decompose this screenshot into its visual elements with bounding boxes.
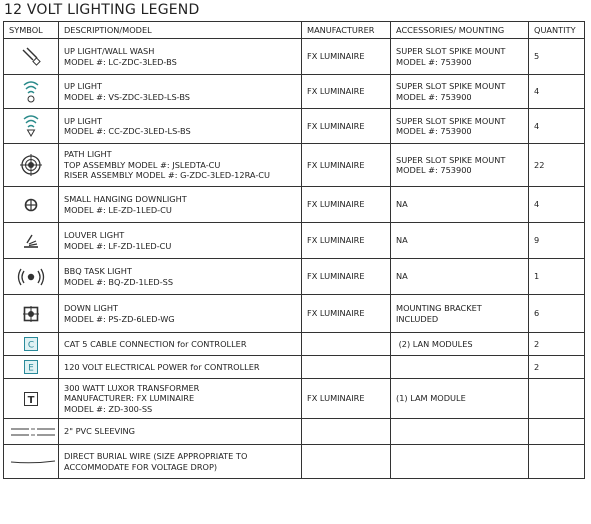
model-line: MODEL #: PS-ZD-6LED-WG [64, 313, 175, 324]
manufacturer-cell: FX LUMINAIRE [302, 109, 391, 144]
manufacturer-cell: FX LUMINAIRE [302, 187, 391, 223]
description-cell [59, 109, 302, 144]
symbol-cell [4, 187, 59, 223]
accessory-line: MODEL #: 753900 [396, 126, 472, 136]
down-light-icon [9, 305, 53, 323]
manufacturer-cell: FX LUMINAIRE [302, 259, 391, 295]
manufacturer-cell: FX LUMINAIRE [302, 295, 391, 333]
description-cell [59, 144, 302, 187]
table-row [4, 144, 585, 187]
table-row [4, 39, 585, 75]
description-cell [59, 39, 302, 75]
accessories-cell [391, 356, 529, 379]
pvc-sleeving-icon [9, 425, 53, 439]
quantity-cell: 22 [529, 144, 585, 187]
accessories-cell [391, 144, 529, 187]
quantity-cell [529, 419, 585, 445]
symbol-cell [4, 259, 59, 295]
accessories-cell [391, 445, 529, 479]
header-symbol: SYMBOL [4, 22, 59, 39]
svg-text:T: T [27, 394, 35, 406]
accessories-cell [391, 39, 529, 75]
symbol-cell [4, 223, 59, 259]
table-row [4, 379, 585, 419]
manufacturer-cell [302, 419, 391, 445]
description-line: ACCOMMODATE FOR VOLTAGE DROP) [64, 461, 218, 472]
uplight-circle-icon [9, 80, 53, 104]
quantity-cell: 2 [529, 333, 585, 356]
description-line: DIRECT BURIAL WIRE (SIZE APPROPRIATE TO [64, 451, 248, 461]
table-row [4, 333, 585, 356]
quantity-cell: 4 [529, 75, 585, 109]
manufacturer-cell: FX LUMINAIRE [302, 223, 391, 259]
accessories-cell: (1) LAM MODULE [391, 379, 529, 419]
description-line: LOUVER LIGHT [64, 230, 125, 240]
table-row [4, 223, 585, 259]
accessory-line: SUPER SLOT SPIKE MOUNT [396, 154, 506, 165]
table-row [4, 356, 585, 379]
manufacturer-cell: FX LUMINAIRE [302, 379, 391, 419]
symbol-cell [4, 75, 59, 109]
model-line: MODEL #: LE-ZD-1LED-CU [64, 204, 172, 215]
accessory-line: MODEL #: 753900 [396, 165, 472, 175]
accessories-cell [391, 295, 529, 333]
accessory-line: SUPER SLOT SPIKE MOUNT [396, 46, 506, 56]
louver-light-icon [9, 232, 53, 250]
symbol-cell [4, 295, 59, 333]
quantity-cell: 9 [529, 223, 585, 259]
symbol-cell [4, 333, 59, 356]
manufacturer-cell: FX LUMINAIRE [302, 75, 391, 109]
quantity-cell: 4 [529, 187, 585, 223]
description-line: 300 WATT LUXOR TRANSFORMER [64, 382, 200, 393]
table-row [4, 295, 585, 333]
description-line: SMALL HANGING DOWNLIGHT [64, 194, 187, 204]
accessories-cell: NA [391, 259, 529, 295]
symbol-cell [4, 379, 59, 419]
model-line: RISER ASSEMBLY MODEL #: G-ZDC-3LED-12RA-CU [64, 170, 271, 181]
cat5-connection-icon [9, 336, 53, 352]
header-manufacturer: MANUFACTURER [302, 22, 391, 39]
description-line: PATH LIGHT [64, 149, 112, 160]
model-line: TOP ASSEMBLY MODEL #: JSLEDTA-CU [64, 159, 221, 170]
description-cell [59, 187, 302, 223]
description-line: UP LIGHT/WALL WASH [64, 46, 155, 56]
model-line: MODEL #: VS-ZDC-3LED-LS-BS [64, 91, 191, 102]
svg-text:C: C [27, 340, 35, 351]
accessories-cell [391, 75, 529, 109]
accessory-line: SUPER SLOT SPIKE MOUNT [396, 115, 506, 126]
accessory-line: MOUNTING BRACKET [396, 303, 482, 313]
model-line: MODEL #: CC-ZDC-3LED-LS-BS [64, 126, 191, 136]
uplight-triangle-icon [9, 114, 53, 138]
symbol-cell [4, 356, 59, 379]
svg-text:E: E [28, 363, 34, 374]
quantity-cell: 2 [529, 356, 585, 379]
model-line: MODEL #: ZD-300-SS [64, 403, 153, 414]
symbol-cell [4, 109, 59, 144]
quantity-cell: 1 [529, 259, 585, 295]
table-row [4, 445, 585, 479]
accessory-line: MODEL #: 753900 [396, 56, 472, 67]
burial-wire-icon [9, 457, 53, 467]
manufacturer-cell [302, 445, 391, 479]
symbol-cell [4, 144, 59, 187]
accessory-line: MODEL #: 753900 [396, 91, 472, 102]
description-cell [59, 259, 302, 295]
manufacturer-cell: FX LUMINAIRE [302, 144, 391, 187]
description-cell: 120 VOLT ELECTRICAL POWER for CONTROLLER [59, 356, 302, 379]
symbol-cell [4, 445, 59, 479]
table-row [4, 75, 585, 109]
header-accessories: ACCESSORIES/ MOUNTING [391, 22, 529, 39]
bbq-task-light-icon [9, 265, 53, 289]
model-line: MODEL #: BQ-ZD-1LED-SS [64, 276, 174, 287]
path-light-icon [9, 153, 53, 177]
table-row [4, 259, 585, 295]
description-cell [59, 75, 302, 109]
description-line: UP LIGHT [64, 115, 103, 126]
header-row [4, 22, 585, 39]
accessories-cell [391, 109, 529, 144]
quantity-cell: 4 [529, 109, 585, 144]
model-line: MANUFACTURER: FX LUMINAIRE [64, 393, 195, 404]
description-line: DOWN LIGHT [64, 303, 119, 313]
electrical-power-icon [9, 359, 53, 375]
symbol-cell [4, 39, 59, 75]
description-cell: CAT 5 CABLE CONNECTION for CONTROLLER [59, 333, 302, 356]
description-line: UP LIGHT [64, 81, 103, 91]
description-cell [59, 223, 302, 259]
description-line: BBQ TASK LIGHT [64, 266, 132, 276]
table-row [4, 187, 585, 223]
description-cell [59, 379, 302, 419]
description-cell [59, 445, 302, 479]
quantity-cell: 6 [529, 295, 585, 333]
accessory-line: INCLUDED [396, 313, 439, 324]
hanging-downlight-icon [9, 197, 53, 213]
description-cell [59, 295, 302, 333]
quantity-cell [529, 445, 585, 479]
accessories-cell: NA [391, 223, 529, 259]
quantity-cell: 5 [529, 39, 585, 75]
manufacturer-cell: FX LUMINAIRE [302, 39, 391, 75]
accessories-cell: (2) LAN MODULES [391, 333, 529, 356]
quantity-cell [529, 379, 585, 419]
accessory-line: SUPER SLOT SPIKE MOUNT [396, 81, 506, 91]
description-cell: 2" PVC SLEEVING [59, 419, 302, 445]
symbol-cell [4, 419, 59, 445]
table-row [4, 109, 585, 144]
header-description: DESCRIPTION/MODEL [59, 22, 302, 39]
table-row [4, 419, 585, 445]
model-line: MODEL #: LF-ZD-1LED-CU [64, 240, 172, 251]
model-line: MODEL #: LC-ZDC-3LED-BS [64, 56, 177, 67]
manufacturer-cell [302, 333, 391, 356]
lighting-legend-table [3, 21, 585, 479]
accessories-cell [391, 419, 529, 445]
manufacturer-cell [302, 356, 391, 379]
transformer-icon [9, 391, 53, 407]
uplight-wallwash-icon [9, 46, 53, 68]
legend-title: 12 VOLT LIGHTING LEGEND [4, 2, 200, 18]
accessories-cell: NA [391, 187, 529, 223]
header-quantity: QUANTITY [529, 22, 585, 39]
